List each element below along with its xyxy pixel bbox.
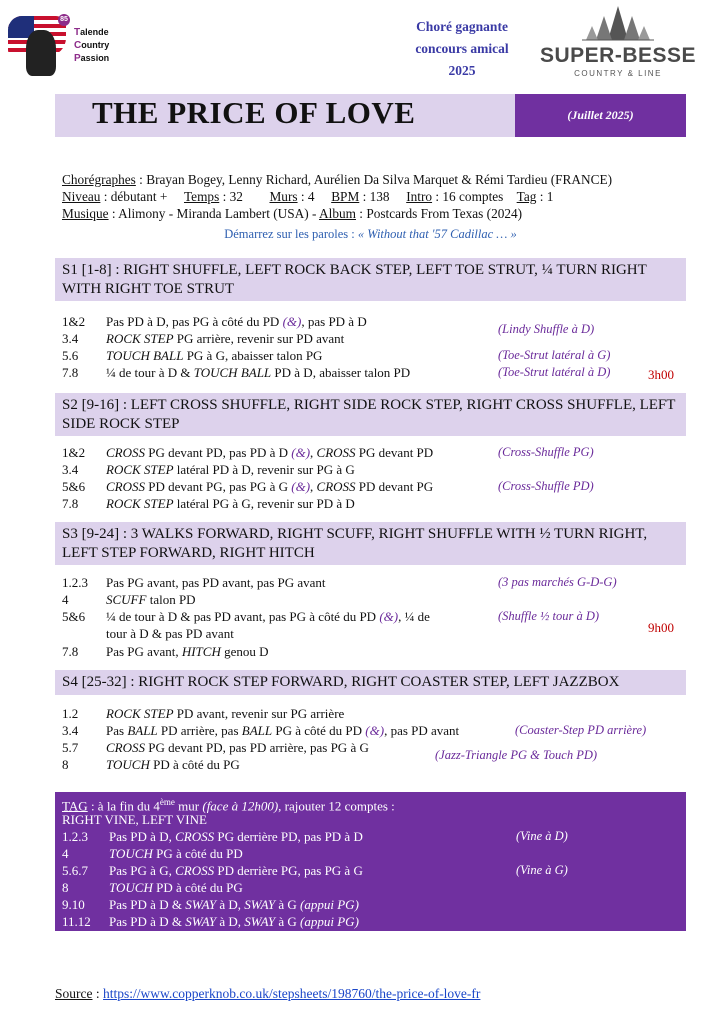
step-row bbox=[55, 862, 686, 879]
step-count: 7.8 bbox=[62, 644, 79, 659]
choreographers-label: Chorégraphes bbox=[62, 172, 136, 187]
tag-subtitle: RIGHT VINE, LEFT VINE bbox=[62, 812, 207, 827]
step-name: (Coaster-Step PD arrière) bbox=[515, 723, 647, 737]
step-description: Pas PG avant, HITCH genou D bbox=[106, 644, 269, 659]
step-row bbox=[0, 364, 727, 381]
step-description: TOUCH PG à côté du PD bbox=[109, 846, 243, 861]
step-row bbox=[0, 643, 727, 660]
tempo-label: Temps bbox=[183, 189, 220, 204]
walls-label: Murs bbox=[269, 189, 298, 204]
logo-right-subtitle: COUNTRY & LINE bbox=[574, 69, 662, 78]
step-count: 5.7 bbox=[62, 740, 79, 755]
logo-right-name: SUPER-BESSE bbox=[539, 44, 697, 67]
album-label: Album bbox=[319, 206, 356, 221]
step-row bbox=[0, 313, 727, 336]
step-row bbox=[55, 879, 686, 896]
step-count: 8 bbox=[62, 880, 69, 895]
tag-label: TAG bbox=[62, 798, 88, 814]
dancer-silhouette-icon bbox=[26, 30, 56, 76]
music-label: Musique bbox=[62, 206, 109, 221]
contest-line3: 2025 bbox=[448, 63, 476, 78]
step-row bbox=[55, 896, 686, 913]
bpm-value: : 138 bbox=[359, 189, 390, 204]
super-besse-logo bbox=[538, 6, 698, 76]
clock-direction: 9h00 bbox=[648, 620, 674, 635]
step-count: 1&2 bbox=[62, 314, 86, 329]
contest-banner bbox=[392, 16, 532, 82]
step-description: CROSS PG devant PD, pas PD arrière, pas PG à G bbox=[106, 740, 369, 755]
step-row bbox=[0, 591, 727, 608]
step-row bbox=[0, 722, 727, 739]
section-heading-s4: S4 [25-32] : RIGHT ROCK STEP FORWARD, RIGHT COASTER STEP, LEFT JAZZBOX bbox=[55, 670, 686, 695]
step-count: 3.4 bbox=[62, 723, 79, 738]
step-name: (Toe-Strut latéral à G) bbox=[498, 348, 611, 362]
step-description: Pas PG à G, CROSS PD derrière PG, pas PG à G bbox=[109, 863, 363, 878]
step-description: ROCK STEP PG arrière, revenir sur PD avant bbox=[106, 331, 345, 346]
source-line bbox=[55, 986, 480, 1002]
step-description: Pas PD à D & SWAY à D, SWAY à G (appui PG) bbox=[109, 897, 359, 912]
tempo-value: : 32 bbox=[219, 189, 243, 204]
dance-title: THE PRICE OF LOVE bbox=[92, 95, 416, 130]
step-row bbox=[0, 574, 727, 591]
step-name: (3 pas marchés G-D-G) bbox=[498, 575, 617, 589]
section-heading-s3: S3 [9-24] : 3 WALKS FORWARD, RIGHT SCUFF, RIGHT SHUFFLE WITH ½ TURN RIGHT, LEFT STEP FORWARD, RIGHT HITCH bbox=[55, 522, 686, 565]
step-count: 8 bbox=[62, 757, 69, 772]
step-count: 5&6 bbox=[62, 479, 86, 494]
step-row bbox=[0, 495, 727, 512]
logo-text: Talende Country Passion bbox=[74, 27, 110, 64]
step-count: 7.8 bbox=[62, 365, 79, 380]
section-heading-s2: S2 [9-16] : LEFT CROSS SHUFFLE, RIGHT SIDE ROCK STEP, RIGHT CROSS SHUFFLE, LEFT SIDE ROCK STEP bbox=[55, 393, 686, 436]
album-value: : Postcards From Texas (2024) bbox=[355, 206, 523, 221]
logo-badge: 85 bbox=[58, 14, 70, 26]
step-description: CROSS PD devant PG, pas PG à G (&), CROSS PD devant PG bbox=[106, 479, 434, 494]
level-row bbox=[62, 188, 692, 205]
step-count: 1&2 bbox=[62, 445, 86, 460]
pine-trees-icon bbox=[582, 6, 654, 42]
dance-info bbox=[62, 171, 692, 222]
intro-value: : 16 comptes bbox=[432, 189, 504, 204]
step-description: Pas BALL PD arrière, pas BALL PG à côté du PD (&), pas PD avant bbox=[106, 723, 460, 738]
music-value: : Alimony - Miranda Lambert (USA) - bbox=[108, 206, 320, 221]
source-separator: : bbox=[92, 986, 104, 1001]
step-count: 1.2.3 bbox=[62, 575, 88, 590]
tag-count-label: Tag bbox=[516, 189, 537, 204]
step-description: ROCK STEP latéral PG à G, revenir sur PD à D bbox=[106, 496, 355, 511]
level-value: : débutant + bbox=[100, 189, 168, 204]
step-row bbox=[0, 756, 727, 773]
step-description: Pas PD à D, pas PG à côté du PD (&), pas PD à D bbox=[106, 314, 367, 329]
contest-line1: Choré gagnante bbox=[416, 19, 508, 34]
clock-direction: 3h00 bbox=[648, 367, 674, 382]
step-name: (Toe-Strut latéral à D) bbox=[498, 365, 611, 379]
step-count: 5&6 bbox=[62, 609, 86, 624]
step-name: (Cross-Shuffle PG) bbox=[498, 445, 594, 459]
step-description: ROCK STEP PD avant, revenir sur PG arrière bbox=[106, 706, 345, 721]
step-description: CROSS PG devant PD, pas PD à D (&), CROSS PG devant PD bbox=[106, 445, 434, 460]
step-name: (Vine à G) bbox=[516, 863, 568, 877]
step-name: (Vine à D) bbox=[516, 829, 568, 843]
step-row bbox=[55, 845, 686, 862]
step-description: Pas PD à D, CROSS PG derrière PD, pas PD à D bbox=[109, 829, 363, 844]
choreographers-value: : Brayan Bogey, Lenny Richard, Aurélien Da Silva Marquet & Rémi Tardieu (FRANCE) bbox=[135, 172, 613, 187]
step-row bbox=[0, 608, 727, 642]
step-description: SCUFF talon PD bbox=[106, 592, 196, 607]
step-description: ¼ de tour à D & pas PD avant, pas PG à côté du PD (&), ¼ de tour à D & pas PD avant bbox=[106, 609, 430, 641]
step-row bbox=[0, 478, 727, 495]
start-lyrics: « Without that '57 Cadillac … » bbox=[357, 227, 517, 241]
bpm-label: BPM bbox=[331, 189, 360, 204]
step-count: 11.12 bbox=[62, 914, 91, 929]
step-description: TOUCH BALL PG à G, abaisser talon PG bbox=[106, 348, 323, 363]
intro-label: Intro bbox=[406, 189, 433, 204]
step-row bbox=[0, 347, 727, 364]
start-cue bbox=[55, 227, 686, 242]
step-count: 5.6.7 bbox=[62, 863, 88, 878]
source-link[interactable]: https://www.copperknob.co.uk/stepsheets/198760/the-price-of-love-fr bbox=[103, 986, 481, 1001]
step-count: 5.6 bbox=[62, 348, 79, 363]
step-row bbox=[0, 444, 727, 461]
music-row bbox=[62, 205, 692, 222]
step-name: (Lindy Shuffle à D) bbox=[498, 322, 595, 336]
step-count: 1.2 bbox=[62, 706, 79, 721]
section-heading-s1: S1 [1-8] : RIGHT SHUFFLE, LEFT ROCK BACK STEP, LEFT TOE STRUT, ¼ TURN RIGHT WITH RIGHT TOE STRUT bbox=[55, 258, 686, 301]
talende-country-passion-logo bbox=[8, 12, 118, 78]
step-name: (Shuffle ½ tour à D) bbox=[498, 609, 600, 623]
step-count: 4 bbox=[62, 846, 69, 861]
step-count: 3.4 bbox=[62, 331, 79, 346]
source-label: Source bbox=[55, 986, 93, 1001]
step-row bbox=[0, 330, 727, 347]
step-description: Pas PG avant, pas PD avant, pas PG avant bbox=[106, 575, 326, 590]
step-count: 7.8 bbox=[62, 496, 79, 511]
step-description: ROCK STEP latéral PD à D, revenir sur PG à G bbox=[106, 462, 355, 477]
walls-value: : 4 bbox=[297, 189, 315, 204]
step-row bbox=[55, 828, 686, 845]
step-description: ¼ de tour à D & TOUCH BALL PD à D, abaisser talon PD bbox=[106, 365, 411, 380]
step-row bbox=[0, 705, 727, 722]
start-prefix: Démarrez sur les paroles : bbox=[224, 227, 358, 241]
step-count: 9.10 bbox=[62, 897, 85, 912]
step-row bbox=[0, 739, 727, 762]
contest-line2: concours amical bbox=[415, 41, 509, 56]
step-count: 3.4 bbox=[62, 462, 79, 477]
step-row bbox=[55, 913, 686, 930]
tag-intro: TAG : à la fin du 4ème mur (face à 12h00), rajouter 12 comptes : bbox=[62, 797, 395, 814]
step-row bbox=[0, 461, 727, 478]
choreographers-row bbox=[62, 171, 692, 188]
tag-count-value: : 1 bbox=[536, 189, 554, 204]
step-count: 1.2.3 bbox=[62, 829, 88, 844]
step-count: 4 bbox=[62, 592, 69, 607]
level-label: Niveau bbox=[62, 189, 101, 204]
date-label: (Juillet 2025) bbox=[515, 94, 686, 137]
step-name: (Cross-Shuffle PD) bbox=[498, 479, 594, 493]
step-description: Pas PD à D & SWAY à D, SWAY à G (appui PG) bbox=[109, 914, 359, 929]
tag-box bbox=[55, 792, 686, 931]
step-name: (Jazz-Triangle PG & Touch PD) bbox=[435, 748, 598, 762]
step-description: TOUCH PD à côté du PG bbox=[109, 880, 243, 895]
step-description: TOUCH PD à côté du PG bbox=[106, 757, 240, 772]
